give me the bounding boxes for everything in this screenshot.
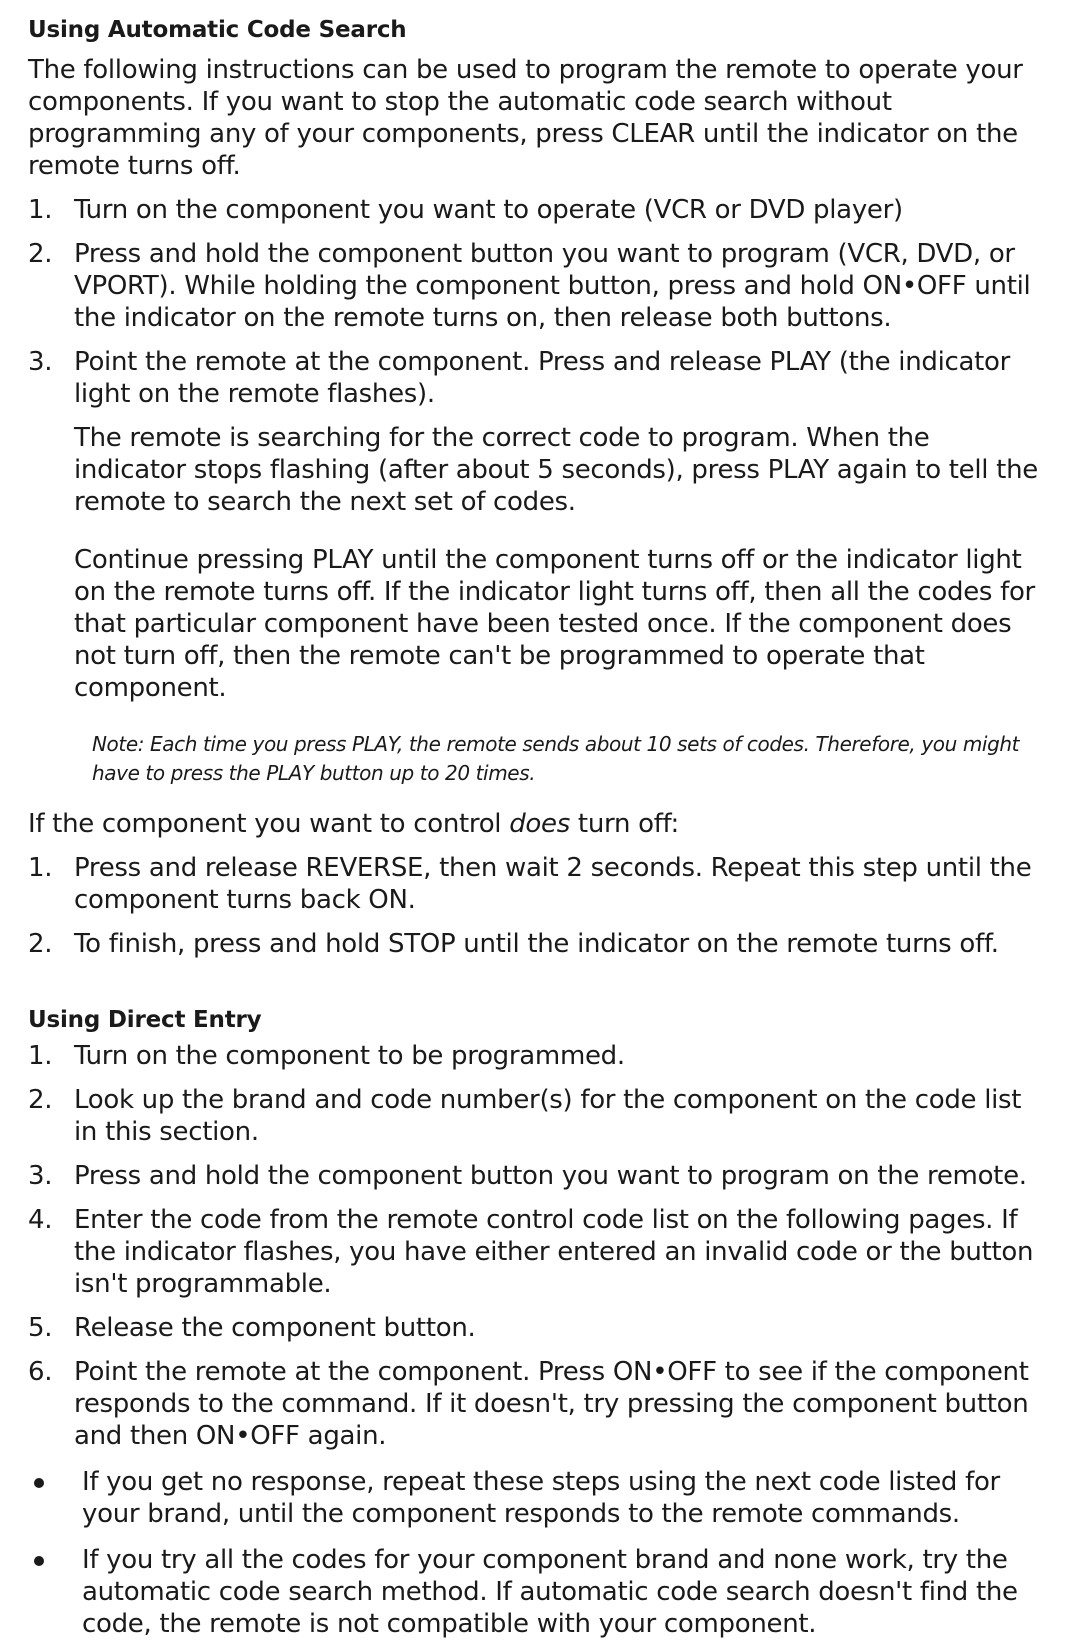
tip-text: If you get no response, repeat these steps using the next code listed for your brand, until the component responds to the remote commands.	[82, 1467, 1000, 1529]
step-number: 3.	[28, 1161, 53, 1191]
list-item	[28, 1312, 1048, 1344]
step-text: Press and release REVERSE, then wait 2 seconds. Repeat this step until the component turns back ON.	[74, 853, 1032, 915]
list-item	[28, 1084, 1048, 1148]
list-item	[28, 1544, 1048, 1640]
bullet-icon	[34, 1478, 44, 1488]
step-text: Point the remote at the component. Press ON•OFF to see if the component responds to the command. If it doesn't, try pressing the component button and then ON•OFF again.	[74, 1357, 1029, 1451]
step-text: Press and hold the component button you want to program (VCR, DVD, or VPORT). While holding the component button, press and hold ON•OFF until the indicator on the remote turns on, then release both buttons.	[74, 239, 1031, 333]
turn-off-steps	[28, 852, 1048, 960]
step3-detail-1: The remote is searching for the correct code to program. When the indicator stops flashing (after about 5 seconds), press PLAY again to tell the remote to search the next set of codes.	[74, 423, 1038, 517]
step-number: 2.	[28, 239, 53, 269]
if-off-text-start: If the component you want to control	[28, 809, 510, 839]
manual-page	[28, 14, 1048, 1640]
bullet-icon	[34, 1556, 44, 1566]
step-number: 2.	[28, 929, 53, 959]
list-item	[28, 1204, 1048, 1300]
list-item	[28, 194, 1048, 226]
step-text: Release the component button.	[74, 1313, 476, 1343]
step-number: 2.	[28, 1085, 53, 1115]
step3-detail-2: Continue pressing PLAY until the component turns off or the indicator light on the remote turns off. If the indicator light turns off, then all the codes for that particular component have been tested once. If the component does not turn off, then the remote can't be programmed to operate that component.	[74, 545, 1035, 703]
step-number: 1.	[28, 853, 53, 883]
list-item	[28, 238, 1048, 334]
list-item	[28, 852, 1048, 916]
list-item	[28, 928, 1048, 960]
step-number: 5.	[28, 1313, 53, 1343]
direct-entry-section	[28, 1004, 1048, 1640]
step-number: 4.	[28, 1205, 53, 1235]
step-text: Enter the code from the remote control code list on the following pages. If the indicator flashes, you have either entered an invalid code or the button isn't programmable.	[74, 1205, 1034, 1299]
play-note: Note: Each time you press PLAY, the remote sends about 10 sets of codes. Therefore, you might have to press the PLAY button up to 20 times.	[92, 732, 1020, 785]
direct-entry-tips	[28, 1466, 1048, 1640]
auto-search-heading: Using Automatic Code Search	[28, 17, 407, 43]
step-text: To finish, press and hold STOP until the indicator on the remote turns off.	[74, 929, 999, 959]
if-turns-off-label	[28, 808, 1048, 840]
step-text: Turn on the component you want to operate (VCR or DVD player)	[74, 195, 903, 225]
auto-search-intro: The following instructions can be used to program the remote to operate your components. If you want to stop the automatic code search without programming any of your components, press CLEAR until the indicator on the remote turns off.	[28, 55, 1023, 181]
list-item	[28, 1356, 1048, 1452]
direct-entry-steps	[28, 1040, 1048, 1452]
step-number: 6.	[28, 1357, 53, 1387]
direct-entry-heading: Using Direct Entry	[28, 1007, 262, 1033]
step-text: Look up the brand and code number(s) for the component on the code list in this section.	[74, 1085, 1022, 1147]
tip-text: If you try all the codes for your component brand and none work, try the automatic code search method. If automatic code search doesn't find the code, the remote is not compatible with your component.	[82, 1545, 1018, 1639]
step-text: Point the remote at the component. Press and release PLAY (the indicator light on the remote flashes).	[74, 347, 1011, 409]
auto-search-steps	[28, 194, 1048, 410]
step-text: Press and hold the component button you want to program on the remote.	[74, 1161, 1027, 1191]
if-off-emphasis: does	[509, 809, 570, 839]
step-number: 1.	[28, 1041, 53, 1071]
list-item	[28, 1040, 1048, 1072]
step-number: 1.	[28, 195, 53, 225]
list-item	[28, 346, 1048, 410]
list-item	[28, 1160, 1048, 1192]
list-item	[28, 1466, 1048, 1530]
step-number: 3.	[28, 347, 53, 377]
step-text: Turn on the component to be programmed.	[74, 1041, 625, 1071]
if-off-text-end: turn off:	[569, 809, 679, 839]
